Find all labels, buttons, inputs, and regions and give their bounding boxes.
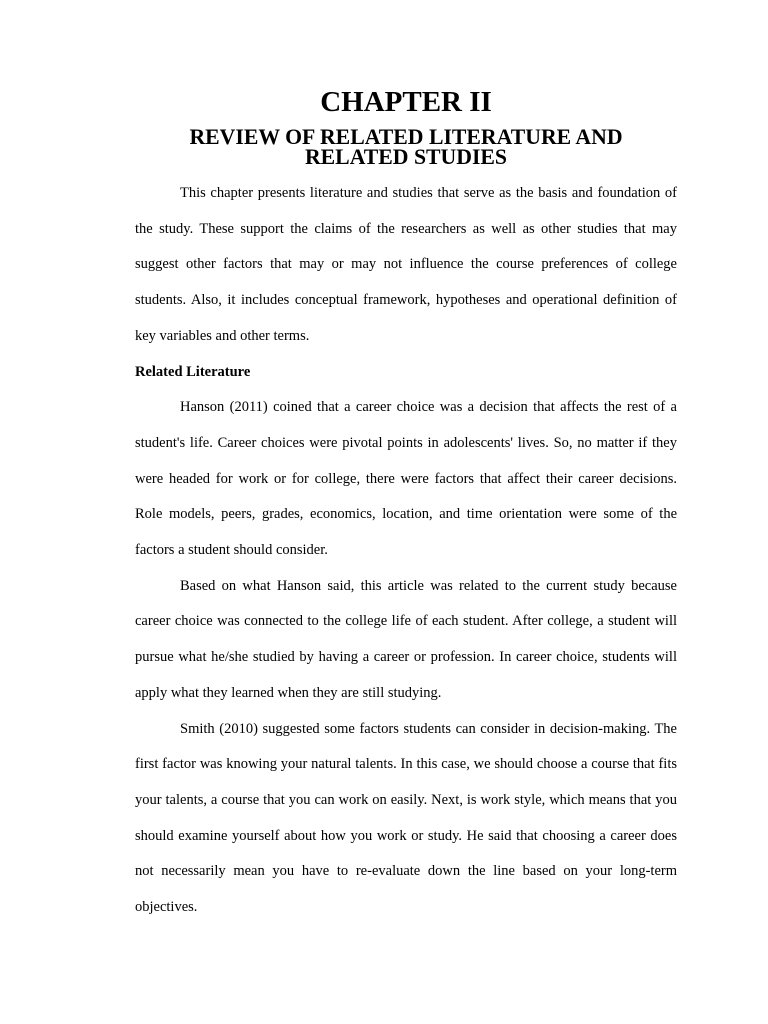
section-heading: Related Literature: [135, 363, 251, 380]
body-paragraph: Smith (2010) suggested some factors students can consider in decision-making. The first factor was knowing your natural talents. In this case, we should choose a course that fits your talents, a course that you can work on easily. Next, is work style, which means that you should examine yourself about how you work or study. He said that choosing a career does not necessarily mean you have to re-evaluate down the line based on your long-term objectives.: [135, 720, 677, 916]
chapter-heading: CHAPTER II: [320, 86, 492, 118]
document-page: [135, 86, 677, 926]
chapter-title: REVIEW OF RELATED LITERATURE AND RELATED STUDIES: [189, 125, 623, 169]
intro-paragraph: This chapter presents literature and studies that serve as the basis and foundation of the study. These support the claims of the researchers as well as other studies that may suggest other factors that may or may not influence the course preferences of college students. Also, it includes conceptual framework, hypotheses and operational definition of key variables and other terms.: [135, 185, 677, 344]
body-paragraph: Hanson (2011) coined that a career choice was a decision that affects the rest of a student's life. Career choices were pivotal points in adolescents' lives. So, no matter if they were headed for work or for college, there were factors that affect their career decisions. Role models, peers, grades, economics, location, and time orientation were some of the factors a student should consider.: [135, 399, 677, 559]
body-paragraph: Based on what Hanson said, this article was related to the current study because career choice was connected to the college life of each student. After college, a student will pursue what he/she studied by having a career or profession. In career choice, students will apply what they learned when they are still studying.: [135, 577, 677, 701]
